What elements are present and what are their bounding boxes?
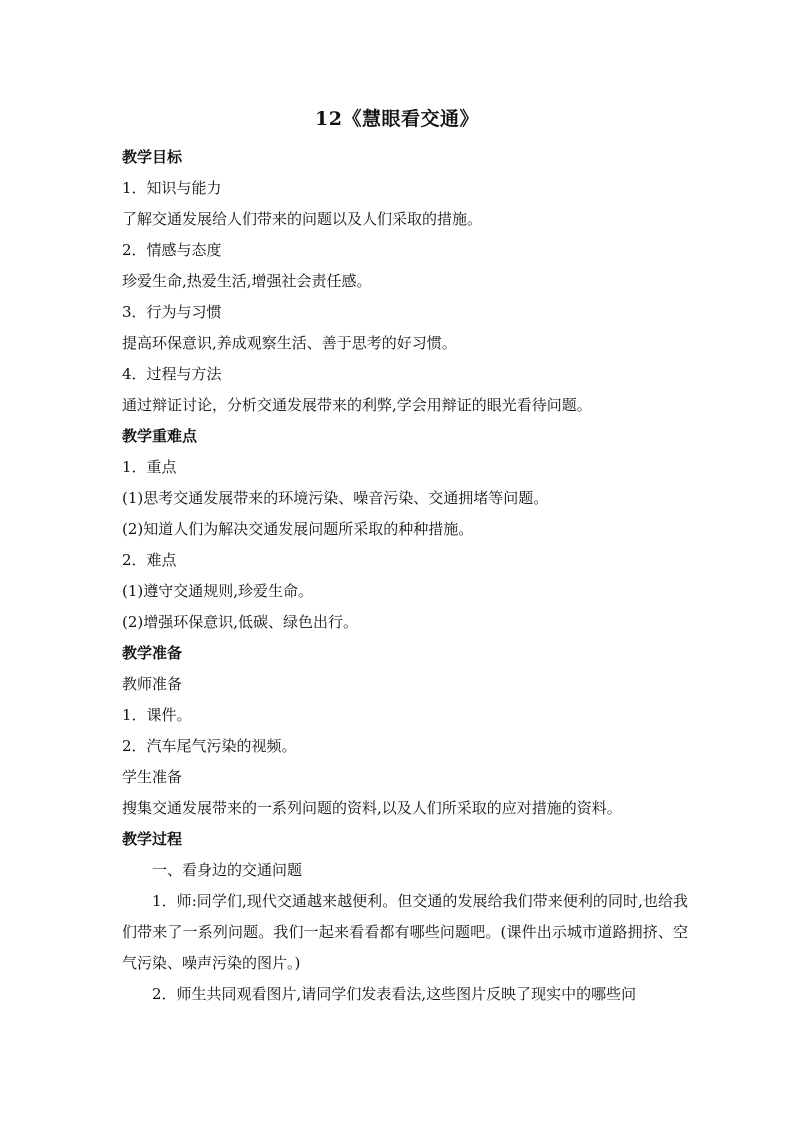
text-line: 1．课件。 — [122, 706, 192, 724]
text-line: (2)增强环保意识,低碳、绿色出行。 — [122, 613, 359, 631]
text-line: 一、看身边的交通问题 — [152, 861, 303, 879]
text-line: (1)遵守交通规则,珍爱生命。 — [122, 582, 314, 600]
text-line: 了解交通发展给人们带来的问题以及人们采取的措施。 — [122, 210, 483, 228]
text-line: 提高环保意识,养成观察生活、善于思考的好习惯。 — [122, 334, 457, 352]
text-line: (1)思考交通发展带来的环境污染、噪音污染、交通拥堵等问题。 — [122, 489, 549, 507]
text-line: 搜集交通发展带来的一系列问题的资料,以及人们所采取的应对措施的资料。 — [122, 799, 622, 817]
section-heading-process: 教学过程 — [122, 830, 183, 848]
section-heading-key-points: 教学重难点 — [122, 427, 198, 445]
text-line: 2．情感与态度 — [122, 241, 222, 259]
paragraph: 2．师生共同观看图片,请同学们发表看法,这些图片反映了现实中的哪些问 — [152, 985, 637, 1003]
section-heading-objectives: 教学目标 — [122, 148, 183, 166]
text-line: 通过辩证讨论，分析交通发展带来的利弊,学会用辩证的眼光看待问题。 — [122, 396, 592, 414]
text-line: (2)知道人们为解决交通发展问题所采取的种种措施。 — [122, 520, 474, 538]
document-body — [122, 142, 688, 1010]
text-line: 2．难点 — [122, 551, 177, 569]
text-line: 珍爱生命,热爱生活,增强社会责任感。 — [122, 272, 372, 290]
text-line: 1．重点 — [122, 458, 177, 476]
document-title: 12《慧眼看交通》 — [315, 108, 479, 130]
text-line: 3．行为与习惯 — [122, 303, 222, 321]
text-line: 1．知识与能力 — [122, 179, 222, 197]
text-line: 教师准备 — [122, 675, 183, 693]
paragraph: 1．师:同学们,现代交通越来越便利。但交通的发展给我们带来便利的同时,也给我们带来了一系列问题。我们一起来看看都有哪些问题吧。(课件出示城市道路拥挤、空气污染、噪声污染的图片。) — [122, 892, 688, 972]
text-line: 2．汽车尾气污染的视频。 — [122, 737, 297, 755]
section-heading-preparation: 教学准备 — [122, 644, 183, 662]
text-line: 4．过程与方法 — [122, 365, 222, 383]
text-line: 学生准备 — [122, 768, 183, 786]
